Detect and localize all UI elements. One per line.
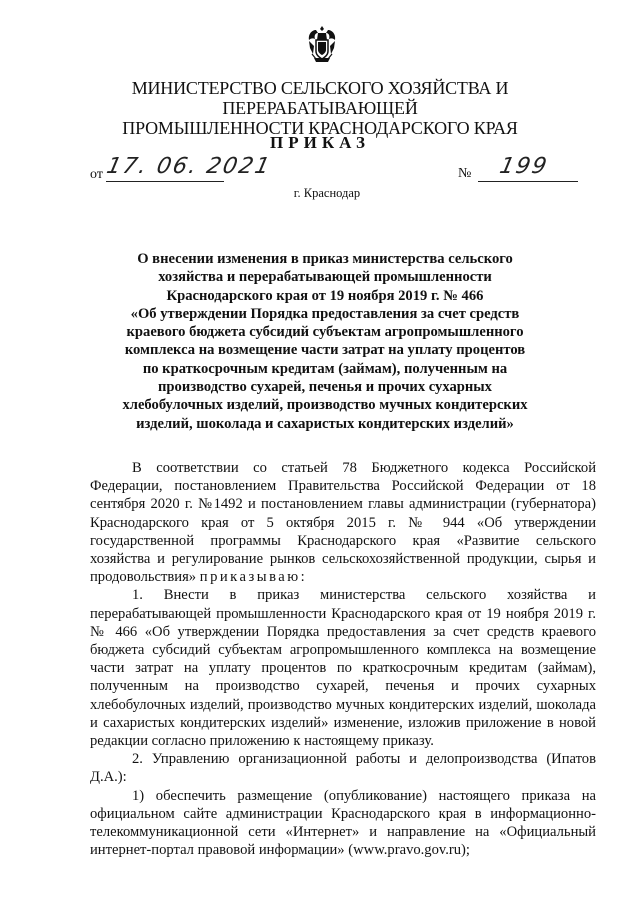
subject-line: Краснодарского края от 19 ноября 2019 г. № 466 — [166, 287, 484, 304]
clause-2-1-paragraph: 1) обеспечить размещение (опубликование) настоящего приказа на официальном сайте администрации Краснодарского края в информационно-телекоммуникационной сети «Интернет» и направление на «Официальный интернет-портал правовой информации» (www.pravo.gov.ru); — [90, 787, 596, 859]
date-prefix: от — [90, 167, 103, 182]
subject-line: изделий, шоколада и сахаристых кондитерских изделий» — [136, 415, 514, 432]
subject-line: О внесении изменения в приказ министерства сельского — [137, 251, 513, 267]
subject-line: производство сухарей, печенья и прочих сухарных — [158, 379, 492, 396]
subject-line: хлебобулочных изделий, производство мучных кондитерских — [122, 397, 528, 414]
order-subject — [120, 250, 530, 433]
subject-line: краевого бюджета субсидий субъектам агропромышленного — [126, 324, 524, 341]
ministry-name — [60, 78, 580, 138]
subject-line: комплекса на возмещение части затрат на уплату процентов — [124, 342, 526, 359]
clause-2-paragraph: 2. Управлению организационной работы и делопроизводства (Ипатов Д.А.): — [90, 751, 596, 786]
coat-of-arms-icon — [306, 24, 338, 64]
order-word: приказываю: — [199, 569, 308, 586]
date-underline — [106, 181, 224, 182]
number-underline — [478, 181, 578, 182]
document-type-title: ПРИКАЗ — [270, 133, 370, 152]
clause-1-paragraph: 1. Внести в приказ министерства сельского хозяйства и перерабатывающей промышленности Краснодарского края от 19 ноября 2019 г. № 466 «Об утверждении Порядка предоставления за счет средств краевого бюджета субсидий субъектам агропромышленного комплекса на возмещение части затрат на уплату процентов по краткосрочным кредитам (займам), полученным на производство сухарей, печенья и прочих сухарных хлебобулочных изделий, производство мучных кондитерских изделий, шоколада и сахаристых кондитерских изделий» изменение, изложив приложение в новой редакции согласно приложению к настоящему приказу. — [90, 587, 596, 750]
ministry-line-2: ПРОМЫШЛЕННОСТИ КРАСНОДАРСКОГО КРАЯ — [122, 118, 518, 138]
handwritten-date: 17. 06. 2021 — [104, 154, 274, 179]
subject-line: хозяйства и перерабатывающей промышленности — [158, 269, 492, 286]
handwritten-number: 199 — [497, 154, 551, 179]
preamble-paragraph — [90, 459, 596, 586]
subject-line: «Об утверждении Порядка предоставления за счет средств — [130, 305, 520, 322]
preamble-text: В соответствии со статьей 78 Бюджетного кодекса Российской Федерации, постановлением Правительства Российской Федерации от 18 сентября 2020 г. №1492 и постановлением главы администрации (губернатора) Краснодарского края от 5 октября 2015 г. № 944 «Об утверждении государственной программы Краснодарского края «Развитие сельского хозяйства и регулирование рынков сельскохозяйственной продукции, сырья и продовольствия» — [90, 460, 596, 586]
order-body — [90, 459, 596, 859]
ministry-line-1: МИНИСТЕРСТВО СЕЛЬСКОГО ХОЗЯЙСТВА И ПЕРЕРАБАТЫВАЮЩЕЙ — [131, 78, 509, 118]
subject-line: по краткосрочным кредитам (займам), полученным на — [142, 360, 508, 377]
city-label: г. Краснодар — [293, 186, 361, 200]
number-prefix: № — [458, 166, 472, 181]
